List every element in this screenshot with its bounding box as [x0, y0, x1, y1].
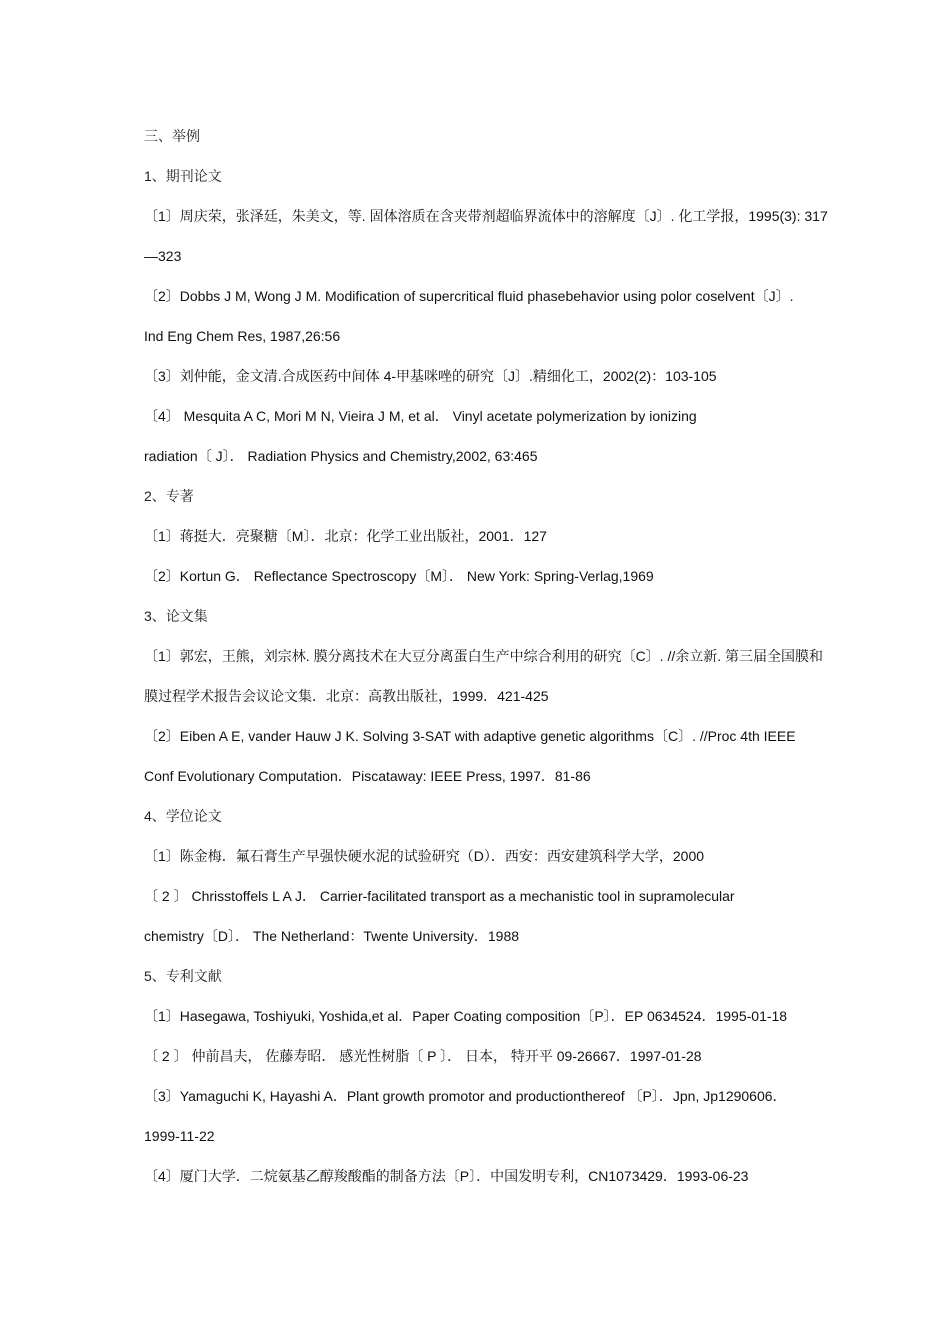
reference-line: Ind Eng Chem Res, 1987,26:56	[144, 328, 341, 344]
reference-line: 〔4〕 Mesquita A C, Mori M N, Vieira J M, et al． Vinyl acetate polymerization by ionizing	[144, 408, 697, 424]
reference-line: 〔1〕Hasegawa, Toshiyuki, Yoshida,et al．Paper Coating composition〔P〕．EP 0634524．1995-01-18	[144, 1008, 788, 1024]
subsection-heading-journal: 1、期刊论文	[144, 168, 222, 184]
reference-line: chemistry〔D〕． The Netherland：Twente University．1988	[144, 928, 520, 944]
reference-line: 〔1〕蒋挺大．亮聚糖〔M〕．北京：化学工业出版社，2001．127	[144, 528, 547, 544]
reference-line: 1999-11-22	[144, 1128, 215, 1144]
subsection-heading-patent: 5、专利文献	[144, 968, 222, 984]
reference-line: Conf Evolutionary Computation．Piscataway: IEEE Press, 1997．81-86	[144, 768, 591, 784]
reference-line: 〔 2 〕 仲前昌夫， 佐藤寿昭． 感光性树脂〔 P 〕． 日本， 特开平 09-26667．1997-01-28	[144, 1048, 702, 1064]
reference-line: 〔3〕刘仲能，金文清.合成医药中间体 4-甲基咪唑的研究〔J〕.精细化工，2002(2)：103-105	[144, 368, 717, 384]
reference-line: 〔2〕Dobbs J M, Wong J M. Modification of supercritical fluid phasebehavior using polor coselvent〔J〕.	[144, 288, 794, 304]
subsection-heading-proceedings: 3、论文集	[144, 608, 208, 624]
reference-line: 〔2〕Kortun G． Reflectance Spectroscopy〔M〕． New York: Spring-Verlag,1969	[144, 568, 654, 584]
reference-line: 〔4〕厦门大学．二烷氨基乙醇羧酸酯的制备方法〔P〕．中国发明专利，CN1073429．1993-06-23	[144, 1168, 749, 1184]
reference-line: radiation〔 J〕． Radiation Physics and Chemistry,2002, 63:465	[144, 448, 538, 464]
reference-line: 〔1〕周庆荣，张泽廷，朱美文，等. 固体溶质在含夹带剂超临界流体中的溶解度〔J〕. 化工学报，1995(3): 317	[144, 208, 828, 224]
reference-line: 〔3〕Yamaguchi K, Hayashi A．Plant growth promotor and productionthereof 〔P〕．Jpn, Jp1290606．	[144, 1088, 787, 1104]
section-heading-examples: 三、举例	[144, 128, 200, 144]
reference-line: 〔 2 〕 Chrisstoffels L A J． Carrier-facilitated transport as a mechanistic tool in supramolecular	[144, 888, 735, 904]
subsection-heading-thesis: 4、学位论文	[144, 808, 222, 824]
subsection-heading-monograph: 2、专著	[144, 488, 194, 504]
reference-line: 〔1〕陈金梅．氟石膏生产早强快硬水泥的试验研究（D）．西安：西安建筑科学大学，2000	[144, 848, 705, 864]
reference-line: 〔1〕郭宏，王熊，刘宗林. 膜分离技术在大豆分离蛋白生产中综合利用的研究〔C〕. //余立新. 第三届全国膜和	[144, 648, 824, 664]
reference-line: 〔2〕Eiben A E, vander Hauw J K. Solving 3-SAT with adaptive genetic algorithms〔C〕. //Proc 4th IEEE	[144, 728, 796, 744]
reference-line: 膜过程学术报告会议论文集．北京：高教出版社，1999．421-425	[144, 688, 549, 704]
reference-line: —323	[144, 248, 182, 264]
